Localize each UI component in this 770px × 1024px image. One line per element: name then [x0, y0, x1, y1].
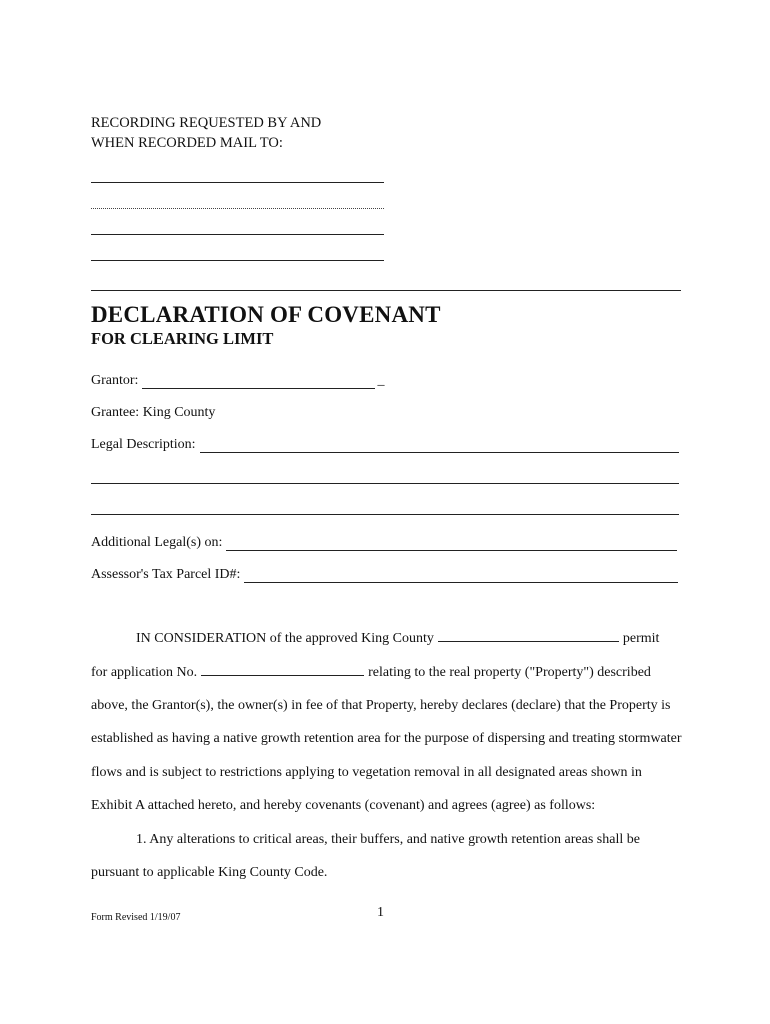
- form-revised-note: Form Revised 1/19/07: [91, 912, 181, 923]
- grantor-field[interactable]: [142, 375, 375, 389]
- body-line-4: established as having a native growth retention area for the purpose of dispersing and treating stormwater: [91, 731, 682, 746]
- grantor-row: [91, 372, 384, 389]
- page-number: 1: [377, 905, 384, 920]
- legal-description-line-2[interactable]: [91, 483, 679, 484]
- additional-legal-row: [91, 534, 677, 551]
- grantee-text: Grantee: King County: [91, 405, 216, 420]
- grantor-label: Grantor:: [91, 373, 139, 388]
- tax-parcel-label: Assessor's Tax Parcel ID#:: [91, 567, 241, 582]
- application-number-field[interactable]: [201, 663, 364, 676]
- section-divider: [91, 290, 681, 291]
- document-subtitle: FOR CLEARING LIMIT: [91, 329, 274, 348]
- additional-legal-field[interactable]: [226, 537, 677, 551]
- body-line-1-start: IN CONSIDERATION of the approved King County: [136, 631, 434, 646]
- tax-parcel-row: [91, 566, 678, 583]
- mail-to-line-3[interactable]: [91, 234, 384, 235]
- legal-description-row: [91, 436, 679, 453]
- body-line-6: Exhibit A attached hereto, and hereby covenants (covenant) and agrees (agree) as follows:: [91, 798, 596, 813]
- covenant-item-1-cont: pursuant to applicable King County Code.: [91, 865, 328, 880]
- recording-requested-block: [91, 113, 321, 153]
- body-line-1-end: permit: [622, 631, 660, 646]
- body-line-2-end: relating to the real property ("Property") described: [368, 665, 651, 680]
- body-line-2: [91, 663, 651, 681]
- mail-to-line-1[interactable]: [91, 182, 384, 183]
- mail-to-line-2[interactable]: [91, 208, 384, 209]
- body-line-1: [136, 629, 659, 647]
- recording-line-1: RECORDING REQUESTED BY AND: [91, 115, 322, 131]
- additional-legal-label: Additional Legal(s) on:: [91, 535, 223, 550]
- body-line-2-start: for application No.: [91, 665, 198, 680]
- body-line-3: above, the Grantor(s), the owner(s) in fee of that Property, hereby declares (declare) that the Property is: [91, 698, 671, 713]
- tax-parcel-field[interactable]: [244, 569, 678, 583]
- mail-to-line-4[interactable]: [91, 260, 384, 261]
- recording-line-2: WHEN RECORDED MAIL TO:: [91, 135, 283, 151]
- legal-description-label: Legal Description:: [91, 437, 196, 452]
- document-title: DECLARATION OF COVENANT: [91, 302, 441, 327]
- legal-description-line-3[interactable]: [91, 514, 679, 515]
- body-line-5: flows and is subject to restrictions applying to vegetation removal in all designated areas shown in: [91, 765, 642, 780]
- permit-type-field[interactable]: [438, 629, 619, 642]
- covenant-item-1: 1. Any alterations to critical areas, their buffers, and native growth retention areas shall be: [136, 832, 640, 847]
- legal-description-field[interactable]: [200, 439, 679, 453]
- grantor-tail: _: [377, 373, 385, 388]
